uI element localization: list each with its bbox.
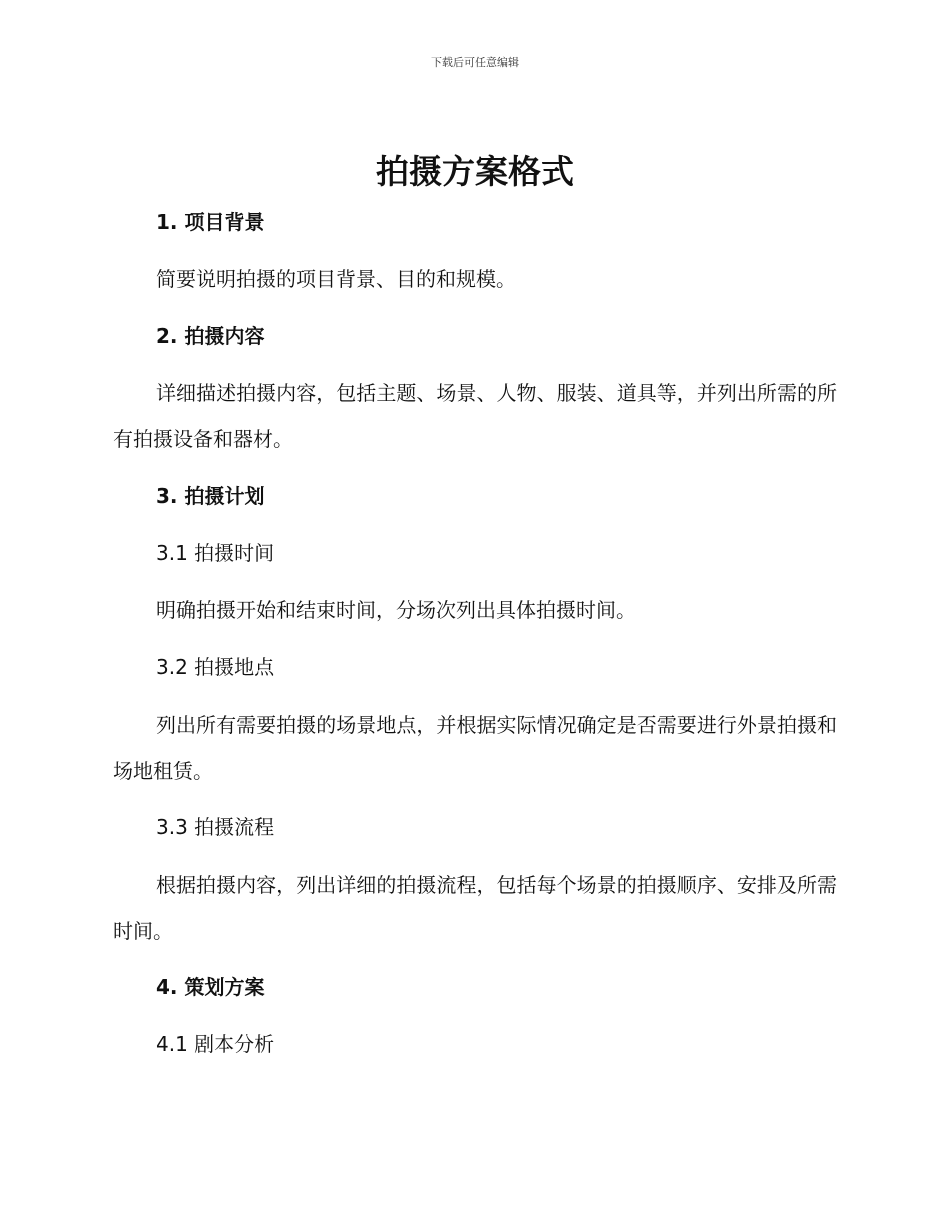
subsection-3-1-heading: 3.1 拍摄时间 xyxy=(156,541,275,565)
subsection-3-2-body: 列出所有需要拍摄的场景地点，并根据实际情况确定是否需要进行外景拍摄和场地租赁。 xyxy=(113,713,837,783)
document-title: 拍摄方案格式 xyxy=(376,152,574,191)
section-4-heading: 4. 策划方案 xyxy=(156,975,265,999)
subsection-3-1-body: 明确拍摄开始和结束时间，分场次列出具体拍摄时间。 xyxy=(156,598,636,622)
subsection-3-3-body: 根据拍摄内容，列出详细的拍摄流程，包括每个场景的拍摄顺序、安排及所需时间。 xyxy=(113,873,837,943)
section-1-body: 简要说明拍摄的项目背景、目的和规模。 xyxy=(156,267,516,291)
section-2-body: 详细描述拍摄内容，包括主题、场景、人物、服装、道具等，并列出所需的所有拍摄设备和器材。 xyxy=(113,381,837,451)
section-2-heading: 2. 拍摄内容 xyxy=(156,324,265,348)
section-1-heading: 1. 项目背景 xyxy=(156,210,265,234)
subsection-4-1-heading: 4.1 剧本分析 xyxy=(156,1032,275,1056)
subsection-3-2-heading: 3.2 拍摄地点 xyxy=(156,655,275,679)
subsection-3-3-heading: 3.3 拍摄流程 xyxy=(156,815,275,839)
section-3-heading: 3. 拍摄计划 xyxy=(156,484,265,508)
page-header-note: 下载后可任意编辑 xyxy=(431,56,519,69)
